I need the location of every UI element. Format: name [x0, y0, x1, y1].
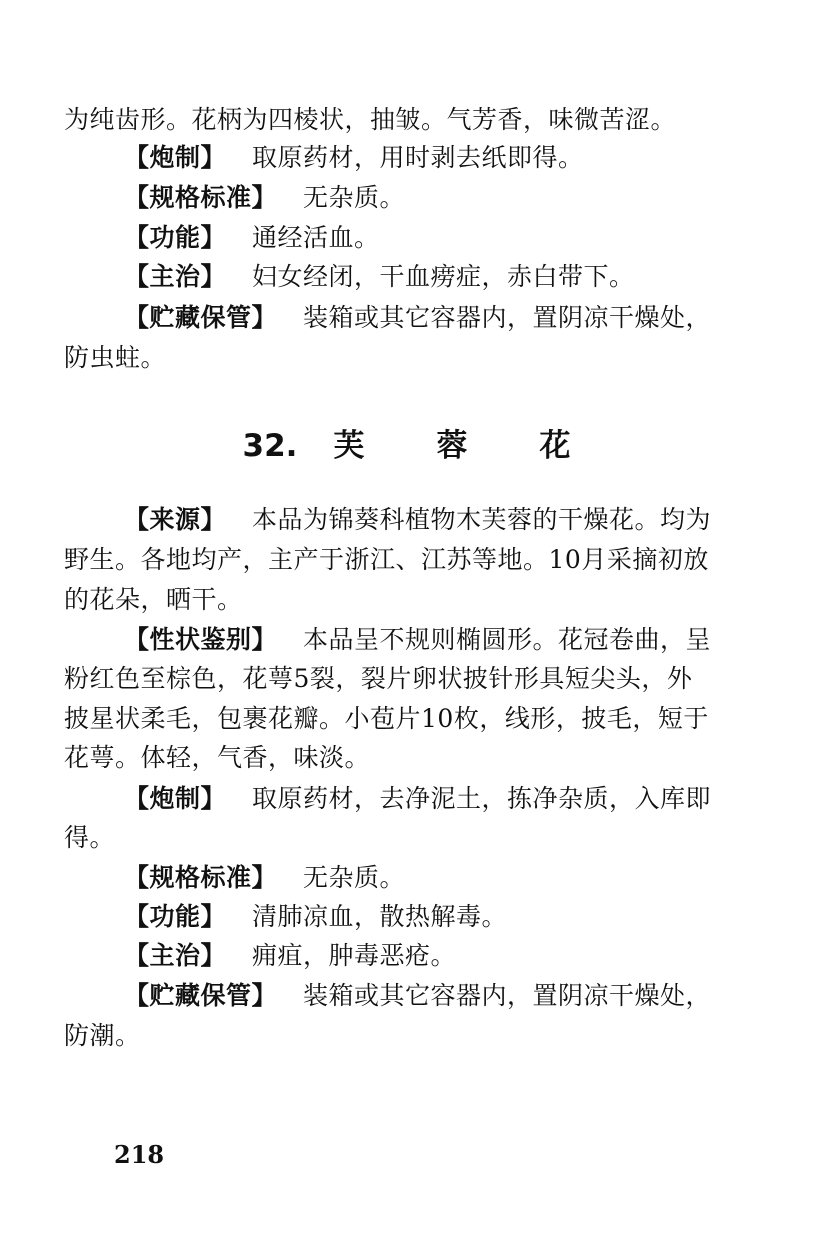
top-zhucang-text: 装箱或其它容器内，置阴凉干燥处， — [303, 303, 712, 332]
top-zhuzhi-text: 妇女经闭，干血痨症，赤白带下。 — [252, 262, 635, 291]
xingzhuang-label: 【性状鉴别】 — [124, 625, 278, 654]
top-paozhi-text: 取原药材，用时剥去纸即得。 — [252, 143, 584, 172]
top-paozhi-row — [124, 138, 754, 178]
entry-title-char-1: 芙 — [333, 428, 365, 464]
laiyuan-label: 【来源】 — [124, 505, 227, 534]
paozhi-text: 取原药材，去净泥土，拣净杂质，入库即 — [252, 784, 712, 813]
xingzhuang-cont-1: 粉红色至棕色，花萼5裂，裂片卵状披针形具短尖头，外 — [64, 664, 693, 693]
top-gongneng-row — [124, 218, 754, 258]
entry-title-char-3: 花 — [539, 428, 571, 464]
gongneng-text: 清肺凉血，散热解毒。 — [252, 902, 508, 931]
top-zhucang-label: 【贮藏保管】 — [124, 303, 278, 332]
zhucang-text: 装箱或其它容器内，置阴凉干燥处， — [303, 981, 712, 1010]
top-guige-label: 【规格标准】 — [124, 183, 278, 212]
continuation-line: 为纯齿形。花柄为四棱状，抽皱。气芳香，味微苦涩。 — [64, 105, 677, 134]
top-gongneng-label: 【功能】 — [124, 223, 227, 252]
zhucang-row — [124, 976, 754, 1016]
guige-row — [124, 858, 754, 898]
top-zhucang-cont: 防虫蛀。 — [64, 343, 167, 372]
zhuzhi-text: 痈疽，肿毒恶疮。 — [252, 941, 457, 970]
entry-heading — [0, 420, 813, 472]
top-zhuzhi-row — [124, 257, 754, 297]
zhucang-cont: 防潮。 — [64, 1021, 141, 1050]
laiyuan-cont-1: 野生。各地均产，主产于浙江、江苏等地。10月采摘初放 — [64, 545, 709, 574]
top-guige-text: 无杂质。 — [303, 183, 406, 212]
paozhi-row — [124, 779, 754, 819]
zhuzhi-label: 【主治】 — [124, 941, 227, 970]
laiyuan-text: 本品为锦葵科植物木芙蓉的干燥花。均为 — [252, 505, 712, 534]
guige-text: 无杂质。 — [303, 863, 406, 892]
paozhi-cont: 得。 — [64, 823, 116, 852]
top-zhucang-row — [124, 298, 754, 338]
zhuzhi-row — [124, 936, 754, 976]
top-gongneng-text: 通经活血。 — [252, 223, 380, 252]
entry-title-char-2: 蓉 — [436, 428, 468, 464]
gongneng-row — [124, 897, 754, 937]
xingzhuang-cont-2: 披星状柔毛，包裹花瓣。小苞片10枚，线形，披毛，短于 — [64, 704, 709, 733]
xingzhuang-row — [124, 620, 754, 660]
paozhi-label: 【炮制】 — [124, 784, 227, 813]
zhucang-label: 【贮藏保管】 — [124, 981, 278, 1010]
xingzhuang-text: 本品呈不规则椭圆形。花冠卷曲，呈 — [303, 625, 712, 654]
xingzhuang-cont-3: 花萼。体轻，气香，味淡。 — [64, 743, 371, 772]
laiyuan-row — [124, 500, 754, 540]
top-guige-row — [124, 178, 754, 218]
gongneng-label: 【功能】 — [124, 902, 227, 931]
guige-label: 【规格标准】 — [124, 863, 278, 892]
top-zhuzhi-label: 【主治】 — [124, 262, 227, 291]
entry-number: 32. — [242, 428, 298, 464]
page-number: 218 — [114, 1140, 165, 1169]
top-paozhi-label: 【炮制】 — [124, 143, 227, 172]
laiyuan-cont-2: 的花朵，晒干。 — [64, 585, 243, 614]
